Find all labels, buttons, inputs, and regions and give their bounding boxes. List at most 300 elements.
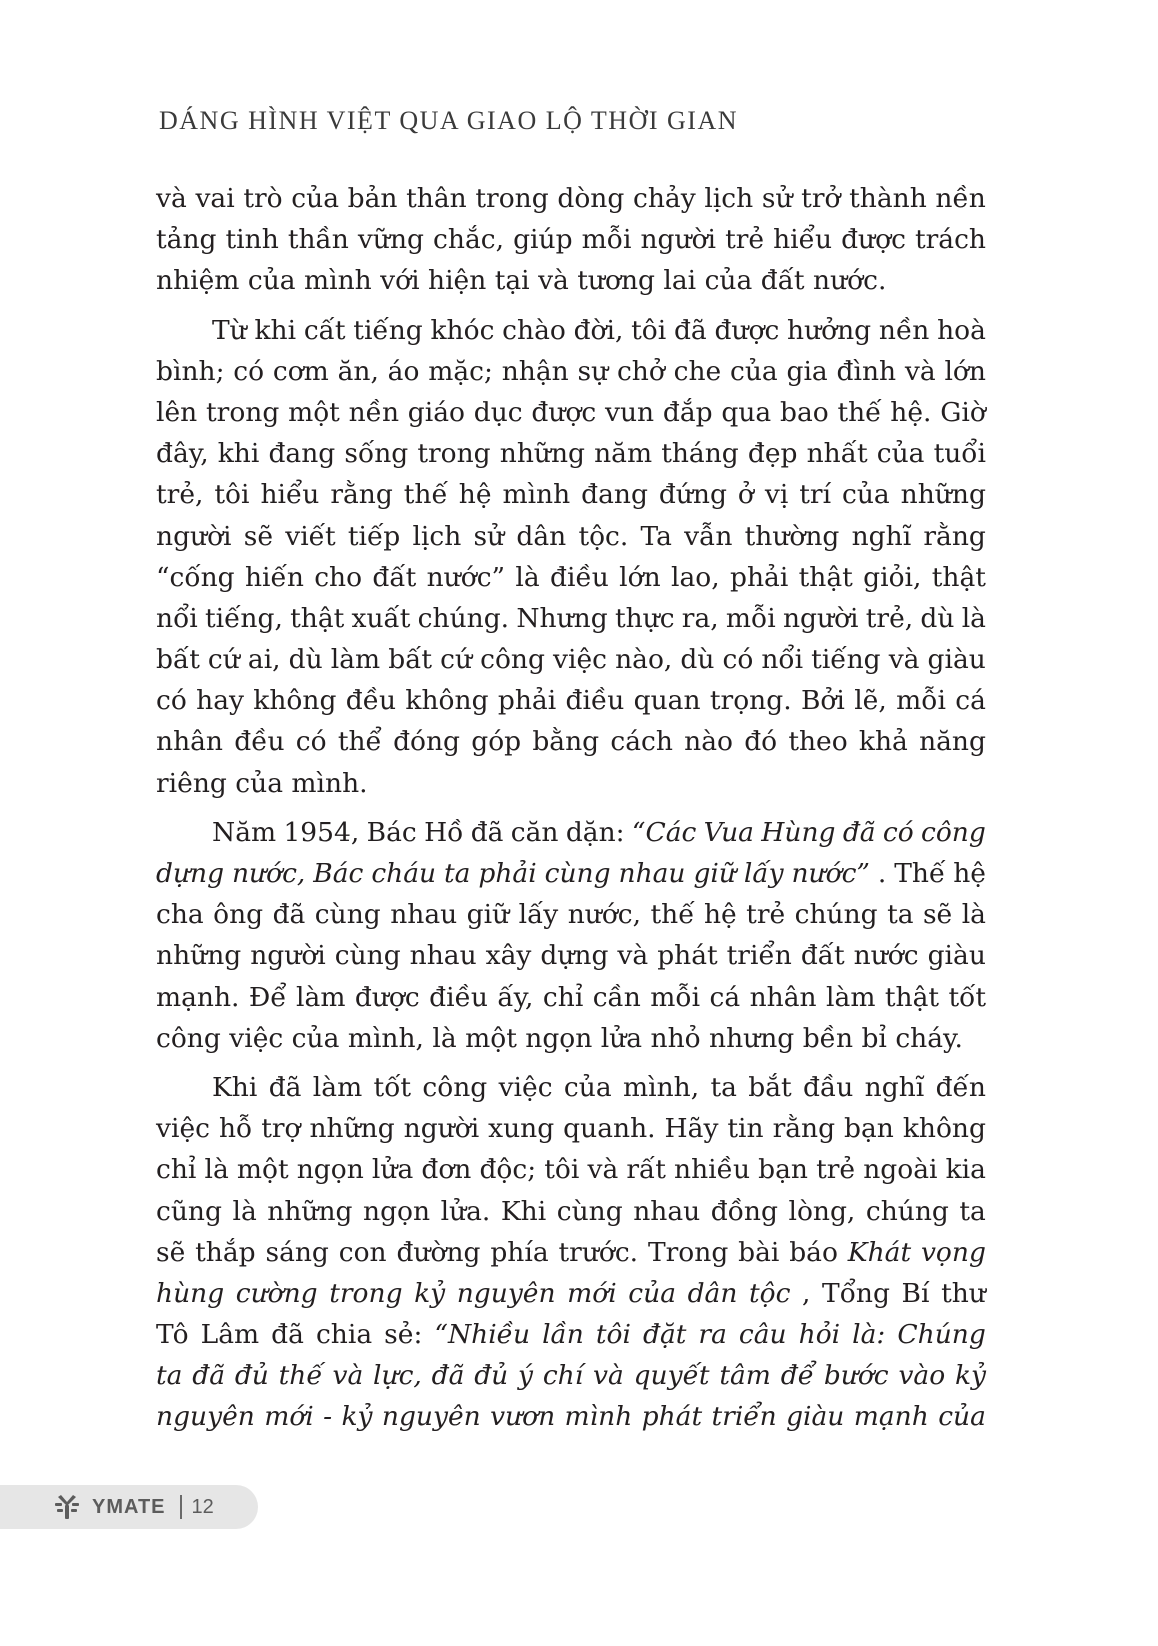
word: ngọn [525, 1022, 601, 1054]
word: dân [516, 520, 567, 552]
word: ngoài [863, 1154, 938, 1186]
word: trọng. [709, 685, 792, 717]
word: vọng [920, 1236, 986, 1268]
word: bỉ [861, 1022, 896, 1054]
word: điều [565, 685, 625, 717]
text-line [156, 260, 986, 301]
word: công [480, 644, 545, 676]
word: đã [192, 1360, 226, 1392]
word: của [729, 355, 778, 387]
word: kỷ [414, 1277, 446, 1309]
word: cháu [371, 858, 437, 889]
word: đang [581, 479, 648, 511]
word: nhân [156, 726, 224, 758]
word: triển [726, 940, 792, 972]
word: thật [884, 981, 940, 1013]
word: của [842, 479, 890, 511]
word: câu [738, 1319, 787, 1351]
word: chỉ [542, 981, 584, 1013]
word: người [403, 1113, 480, 1145]
word: Lâm [200, 1319, 260, 1351]
word: những [900, 479, 986, 511]
word: đủ [474, 1360, 509, 1392]
word: phải [497, 685, 557, 717]
text-line [156, 474, 986, 515]
word: ai, [247, 644, 281, 676]
text-line [156, 392, 986, 433]
word: tiếp [347, 520, 401, 552]
word: làm [826, 981, 876, 1013]
word: trợ [261, 1113, 301, 1145]
page-number: 12 [191, 1495, 214, 1518]
word: giàu [927, 940, 986, 972]
word: đứng [658, 479, 727, 511]
word: tâm [719, 1360, 771, 1392]
word: đó [744, 726, 778, 758]
word: ta [444, 858, 471, 889]
word: đều [345, 685, 397, 717]
word: năm [594, 438, 653, 470]
word: tiếng, [205, 602, 283, 634]
word: cần [592, 981, 641, 1013]
word: cho [314, 561, 363, 593]
text-line [156, 1355, 986, 1396]
word: nhau [633, 1195, 701, 1227]
word: không [253, 685, 337, 717]
word: hiến [244, 561, 304, 593]
word: Trong [647, 1236, 729, 1268]
word: Bác [313, 858, 364, 889]
word: “cống [156, 561, 235, 593]
word: mạnh [853, 1401, 929, 1433]
word: nào, [615, 644, 673, 676]
word: việc [156, 1113, 210, 1145]
word: là [232, 1195, 257, 1227]
word: dòng [557, 183, 625, 214]
word: chia [315, 1319, 373, 1351]
text-line [156, 557, 986, 598]
word: nước, [231, 858, 306, 889]
word: mặc; [428, 355, 493, 387]
word: ra, [681, 602, 719, 634]
word: hưởng [787, 314, 872, 346]
word: ngọn [363, 1195, 431, 1227]
word: nhất [806, 438, 868, 470]
word: giàu [786, 1401, 845, 1433]
word: sự [577, 355, 609, 387]
word: . [877, 858, 887, 889]
word: chào [502, 314, 566, 346]
word: góp [471, 726, 522, 758]
word: nhau [618, 858, 686, 889]
word: hệ [458, 479, 492, 511]
word: đầu [803, 1071, 854, 1103]
word: có [233, 355, 265, 387]
word: khả [858, 726, 908, 758]
word: sẽ [156, 1236, 186, 1268]
word: những [309, 1113, 395, 1145]
word: bền [802, 1022, 862, 1054]
word: lửa. [440, 1195, 491, 1227]
word: Nhưng [516, 602, 608, 634]
word: dặn: [565, 816, 625, 848]
word: chúng [865, 1195, 949, 1227]
word: bất [388, 644, 433, 676]
word: khi [254, 314, 297, 346]
word: và [617, 940, 649, 972]
word: nguyên [381, 1401, 481, 1433]
word: dù [680, 644, 715, 676]
word: được [354, 981, 420, 1013]
word: đều [234, 726, 285, 758]
word: được [714, 314, 780, 346]
word: xung [488, 1113, 555, 1145]
word: gia [786, 355, 828, 387]
word: cùng [556, 1195, 623, 1227]
word: độc; [479, 1154, 537, 1186]
word: quan [633, 685, 701, 717]
word: dục [473, 396, 523, 428]
word: đủ [234, 1360, 269, 1392]
word: bình; [156, 355, 225, 387]
word: nền [348, 396, 400, 428]
word: tôi [595, 1319, 631, 1351]
word: đời, [573, 314, 624, 346]
word: không [902, 1113, 986, 1145]
word: đẹp [747, 438, 798, 470]
word: ông [213, 899, 264, 931]
word: kỷ [341, 1401, 373, 1433]
word: của [876, 438, 925, 470]
word: và [593, 1360, 624, 1392]
word: ta [710, 1071, 737, 1103]
word: của [628, 1277, 676, 1309]
word: nhiều [674, 1154, 751, 1186]
word: đóng [393, 726, 461, 758]
word: sống [344, 438, 409, 470]
word: đang [268, 438, 336, 470]
word: Ta [640, 520, 672, 552]
word: để [780, 1360, 815, 1392]
word: tháng [661, 438, 739, 470]
word: mình, [622, 1071, 700, 1103]
word: nguyên [456, 1277, 556, 1309]
word: bạn [758, 1154, 808, 1186]
word: một [465, 1022, 526, 1054]
word: mình. [291, 767, 368, 799]
word: nhiệm [156, 265, 248, 297]
word: và [156, 183, 187, 214]
text-line [156, 351, 986, 392]
word: làm [330, 644, 381, 676]
text-line [156, 721, 986, 762]
word: nhân [749, 981, 817, 1013]
word: lòng, [788, 1195, 856, 1227]
word: dù [288, 644, 323, 676]
word: chúng [794, 899, 878, 931]
word: , [802, 1277, 811, 1309]
word: hiện [428, 265, 495, 297]
word: báo [789, 1236, 838, 1268]
word: phải [729, 561, 789, 593]
word: người [640, 224, 717, 256]
word: “Các [631, 816, 697, 848]
word: điều [429, 981, 488, 1013]
word: Từ [212, 314, 247, 346]
text-line [156, 1232, 986, 1273]
word: giàu [927, 644, 986, 676]
word: đây, [156, 438, 209, 470]
word: lớn [944, 355, 986, 387]
word: hệ [953, 858, 986, 889]
word: cất [303, 314, 346, 346]
word: của [704, 265, 761, 297]
word: Khát [847, 1236, 912, 1268]
word: dựng [156, 858, 225, 889]
word: mỗi [581, 224, 632, 256]
word: nguyên [156, 1401, 255, 1433]
word: dù [920, 602, 955, 634]
word: nền [878, 314, 930, 346]
word: ăn, [337, 355, 379, 387]
word: của [563, 1071, 612, 1103]
word: trẻ [816, 1154, 856, 1186]
word: của [247, 265, 304, 297]
word: nổi [761, 644, 804, 676]
word: thể [337, 726, 382, 758]
word: thế [403, 479, 448, 511]
word: kỷ [954, 1360, 986, 1392]
word: rằng [923, 520, 986, 552]
word: giữ [693, 858, 736, 889]
word: thế [837, 396, 882, 428]
text-line [156, 680, 986, 721]
word: Giờ [940, 396, 986, 428]
word: căn [510, 816, 559, 848]
word: đồng [710, 1195, 778, 1227]
word: năng [919, 726, 986, 758]
word: đến [935, 1071, 986, 1103]
word: trong [417, 438, 491, 470]
word: hiểu [260, 479, 320, 511]
word: cùng [544, 858, 611, 889]
text-line [156, 1314, 986, 1355]
word: mỗi [650, 981, 701, 1013]
word: người [782, 602, 859, 634]
word: cường [235, 1277, 318, 1309]
word: sẽ [922, 899, 953, 931]
word: trong [329, 1277, 403, 1309]
word: hiểu [773, 224, 833, 256]
word: cùng [314, 899, 381, 931]
word: tảng [156, 224, 217, 256]
text-line [156, 1108, 986, 1149]
word: tiếng [811, 644, 881, 676]
word: tương [577, 265, 664, 297]
word: theo [788, 726, 848, 758]
word: lịch [412, 520, 462, 552]
word: giữ [466, 899, 510, 931]
word: được [841, 224, 906, 256]
word: khi [217, 438, 260, 470]
text-line [156, 639, 986, 680]
word: viết [285, 520, 336, 552]
word: Hồ [424, 816, 464, 848]
word: nghĩ [864, 1071, 925, 1103]
word: của [235, 767, 292, 799]
word: thắp [195, 1236, 256, 1268]
word: Bác [366, 816, 417, 848]
word: phát [657, 940, 718, 972]
word: tôi [214, 479, 250, 511]
word: tộc. [578, 520, 629, 552]
word: lửa [371, 1154, 414, 1186]
footer-divider [180, 1495, 182, 1519]
word: hỗ [218, 1113, 253, 1145]
word: bạn [844, 1113, 894, 1145]
word: tinh [225, 224, 279, 256]
running-head: DÁNG HÌNH VIỆT QUA GIAO LỘ THỜI GIAN [159, 106, 739, 135]
text-line [156, 1149, 986, 1190]
word: của [291, 183, 339, 214]
text-line [156, 853, 986, 894]
word: giáo [407, 396, 465, 428]
word: lấy [743, 858, 784, 889]
word: rằng [772, 1113, 836, 1145]
word: sử [761, 183, 793, 214]
word: và [332, 1360, 364, 1392]
word: xuất [351, 602, 411, 634]
text-line [156, 977, 986, 1018]
word: mình [304, 265, 381, 297]
word: là [961, 602, 986, 634]
word: mình [564, 1401, 633, 1433]
word: hệ [703, 899, 737, 931]
word: là [432, 1022, 466, 1054]
ymate-logo-icon [52, 1493, 82, 1521]
word: công [422, 1071, 488, 1103]
word: của [291, 1022, 348, 1054]
word: nhau [409, 940, 477, 972]
word: “Nhiều [434, 1319, 531, 1351]
word: người [250, 940, 326, 972]
word: cá [709, 981, 741, 1013]
word: nghĩ [851, 520, 912, 552]
text-line [156, 812, 986, 853]
word: đất [760, 265, 814, 297]
word: công [156, 1022, 230, 1054]
word: hệ. [890, 396, 932, 428]
text-line [156, 219, 986, 260]
word: mỗi [896, 685, 946, 717]
word: bản [347, 183, 398, 214]
word: lớn [619, 561, 661, 593]
word: lần [542, 1319, 584, 1351]
word: vào [898, 1360, 946, 1392]
word: nước [853, 940, 919, 972]
word: mạnh. [156, 981, 240, 1013]
word: được [531, 396, 597, 428]
word: đã [271, 1319, 304, 1351]
word: đã [268, 1071, 302, 1103]
word: Chúng [897, 1319, 986, 1351]
word: Bởi [800, 685, 845, 717]
word: bất [156, 644, 200, 676]
word: và [538, 265, 578, 297]
word: đã [470, 816, 504, 848]
word: bắt [748, 1071, 792, 1103]
word: cơm [272, 355, 329, 387]
word: giúp [513, 224, 573, 256]
word: nền [935, 183, 986, 214]
word: mình [502, 479, 571, 511]
word: kia [945, 1154, 986, 1186]
word: trong [475, 183, 549, 214]
word: riêng [156, 767, 236, 799]
word: cũng [156, 1195, 222, 1227]
word: dân [687, 1277, 738, 1309]
word: tộc [749, 1277, 791, 1309]
word: trò [243, 183, 283, 214]
word: ta [156, 1360, 183, 1392]
word: bao [779, 396, 829, 428]
word: mới [264, 1401, 314, 1433]
word: không [405, 685, 489, 717]
word: thế [278, 1360, 323, 1392]
word: Thế [894, 858, 946, 889]
word: và [888, 644, 920, 676]
word: thật [290, 602, 345, 634]
word: chảy [632, 183, 696, 214]
word: trí [799, 479, 832, 511]
word: chở [616, 355, 665, 387]
word: thường [744, 520, 840, 552]
word: công [921, 816, 986, 848]
word: mới [567, 1277, 617, 1309]
word: có [882, 816, 914, 848]
word: triển [711, 1401, 777, 1433]
word: tốt [948, 981, 986, 1013]
word: 1954, [283, 816, 360, 848]
word: cứ [207, 644, 240, 676]
word: vẫn [684, 520, 733, 552]
word: thành [849, 183, 927, 214]
text-line [156, 516, 986, 557]
word: tuổi [933, 438, 986, 470]
word: nước” [791, 858, 870, 889]
word: lửa [600, 1022, 651, 1054]
word: nhỏ [650, 1022, 710, 1054]
word: có [295, 726, 327, 758]
word: mỗi [725, 602, 776, 634]
word: trẻ [725, 224, 765, 256]
word: chỉ [156, 1154, 197, 1186]
word: có [722, 644, 754, 676]
word: lấy [518, 899, 559, 931]
word: một [288, 396, 340, 428]
word: là [515, 561, 540, 593]
word: lên [156, 396, 198, 428]
text-line [156, 433, 986, 474]
word: đặt [642, 1319, 687, 1351]
word: là: [852, 1319, 886, 1351]
text-line [156, 935, 986, 976]
word: cùng [334, 940, 401, 972]
word: sẻ: [384, 1319, 423, 1351]
word: rằng [330, 479, 393, 511]
word: nhưng [709, 1022, 803, 1054]
word: Hãy [664, 1113, 719, 1145]
